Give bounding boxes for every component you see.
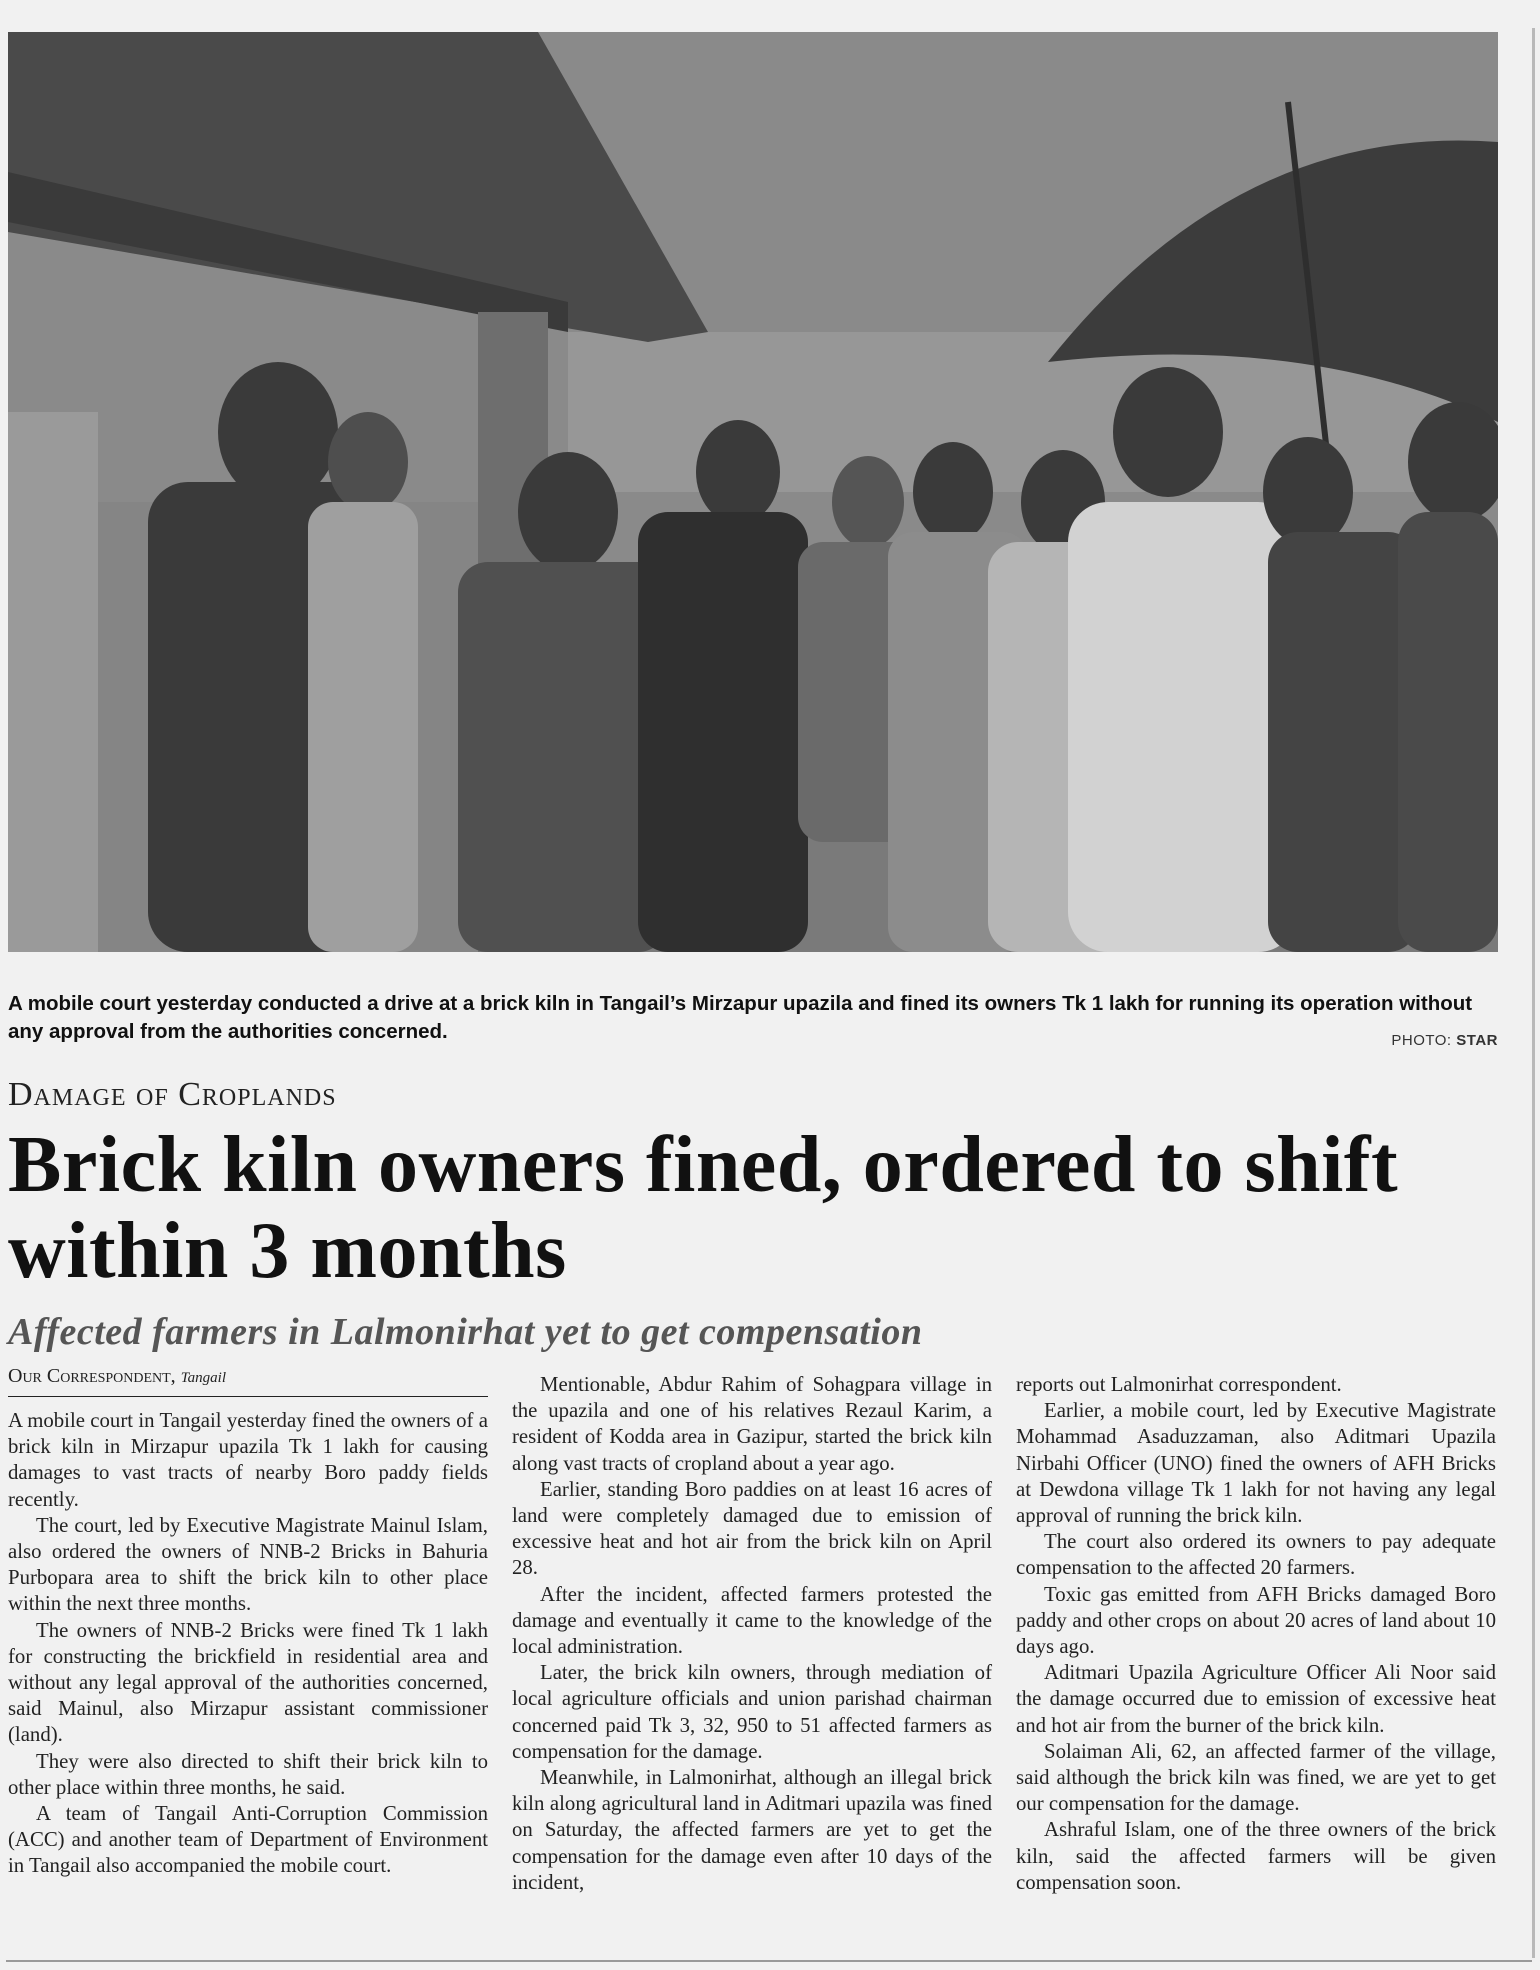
paragraph: A team of Tangail Anti-Corruption Commission (ACC) and another team of Department of Environment in Tangail also accompanied the mobile court. <box>8 1802 488 1878</box>
paragraph: After the incident, affected farmers protested the damage and eventually it came to the knowledge of the local administration. <box>512 1582 992 1659</box>
bottom-rule <box>6 1960 1532 1962</box>
paragraph: Mentionable, Abdur Rahim of Sohagpara village in the upazila and one of his relatives Rezaul Karim, a resident of Kodda area in Gazipur, started the brick kiln along vast tracts of cropland about a year ago. <box>512 1373 992 1475</box>
kicker: Damage of Croplands <box>8 1076 337 1113</box>
paragraph: Ashraful Islam, one of the three owners of the brick kiln, said the affected farmers will be given compensation soon. <box>1016 1818 1496 1894</box>
paragraph: Solaiman Ali, 62, an affected farmer of the village, said although the brick kiln was fined, we are yet to get our compensation for the damage. <box>1016 1739 1496 1816</box>
article-column-3 <box>1016 1372 1496 1896</box>
byline-divider <box>8 1396 488 1397</box>
subheadline: Affected farmers in Lalmonirhat yet to get compensation <box>8 1311 923 1353</box>
byline-author: Our Correspondent, <box>8 1365 176 1387</box>
paragraph: Earlier, a mobile court, led by Executive Magistrate Mohammad Asaduzzaman, also Aditmari Upazila Nirbahi Officer (UNO) fined the owners of AFH Bricks at Dewdona village Tk 1 lakh for not having any legal approval of running the brick kiln. <box>1016 1399 1496 1528</box>
paragraph: A mobile court in Tangail yesterday fined the owners of a brick kiln in Mirzapur upazila Tk 1 lakh for causing damages to vast tracts of nearby Boro paddy fields recently. <box>8 1409 488 1511</box>
photo-credit-label: PHOTO: <box>1391 1032 1452 1049</box>
article-column-2 <box>512 1372 992 1896</box>
paragraph: Toxic gas emitted from AFH Bricks damaged Boro paddy and other crops on about 20 acres of land about 10 days ago. <box>1016 1582 1496 1659</box>
paragraph: Aditmari Upazila Agriculture Officer Ali Noor said the damage occurred due to emission of excessive heat and hot air from the burner of the brick kiln. <box>1016 1661 1496 1737</box>
paragraph: Earlier, standing Boro paddies on at least 16 acres of land were completely damaged due to emission of excessive heat and hot air from the brick kiln on April 28. <box>512 1477 992 1580</box>
paragraph: They were also directed to shift their brick kiln to other place within three months, he said. <box>8 1749 488 1799</box>
paragraph: reports out Lalmonirhat correspondent. <box>1016 1373 1342 1396</box>
photo-caption: A mobile court yesterday conducted a drive at a brick kiln in Tangail’s Mirzapur upazila and fined its owners Tk 1 lakh for running its operation without any approval from the authorities concerned. <box>8 992 1473 1043</box>
paragraph: The court also ordered its owners to pay adequate compensation to the affected 20 farmers. <box>1016 1530 1496 1580</box>
byline <box>8 1365 226 1388</box>
paragraph: Later, the brick kiln owners, through mediation of local agriculture officials and union parishad chairman concerned paid Tk 3, 32, 950 to 51 affected farmers as compensation for the damage. <box>512 1661 992 1763</box>
photo-credit <box>1391 1032 1498 1049</box>
paragraph: The owners of NNB-2 Bricks were fined Tk 1 lakh for constructing the brickfield in residential area and without any legal approval of the authorities concerned, said Mainul, also Mirzapur assistant commissioner (land). <box>8 1618 488 1747</box>
byline-place: Tangail <box>180 1370 226 1386</box>
news-photo <box>8 32 1498 952</box>
paragraph: Meanwhile, in Lalmonirhat, although an illegal brick kiln along agricultural land in Aditmari upazila was fined on Saturday, the affected farmers are yet to get the compensation for the damage even after 10 days of the incident, <box>512 1766 992 1894</box>
photo-credit-source: STAR <box>1456 1032 1498 1049</box>
headline: Brick kiln owners fined, ordered to shift within 3 months <box>8 1121 1399 1295</box>
paragraph: The court, led by Executive Magistrate Mainul Islam, also ordered the owners of NNB-2 Bricks in Bahuria Purbopara area to shift the brick kiln to other place within the next three months. <box>8 1513 488 1616</box>
column-rule-right <box>1532 28 1535 1958</box>
article-column-1 <box>8 1408 488 1880</box>
photo-illustration-icon <box>8 32 1498 952</box>
